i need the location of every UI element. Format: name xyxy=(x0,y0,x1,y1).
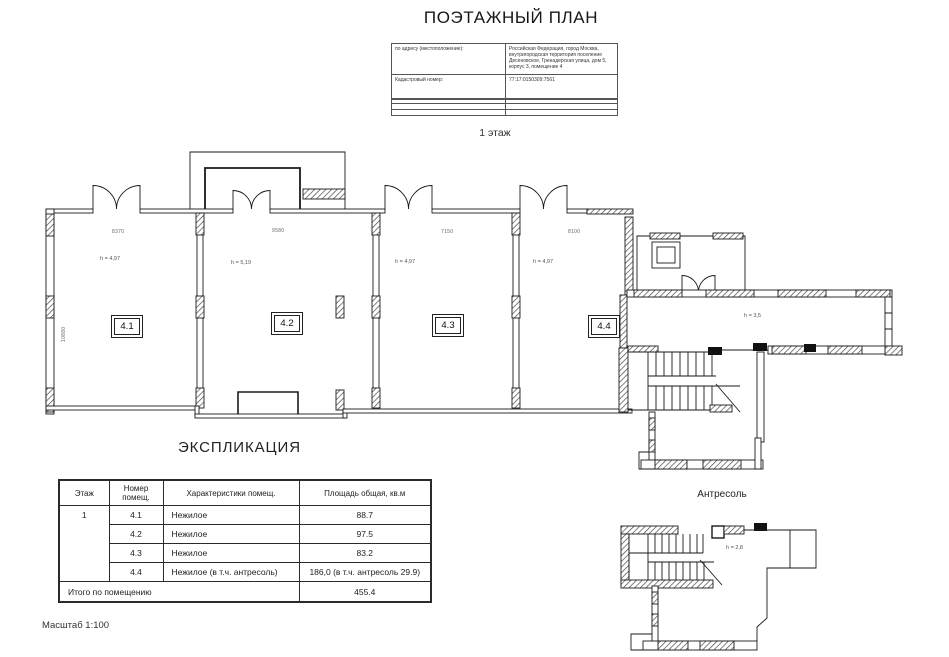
door-icon xyxy=(93,186,715,293)
info-table xyxy=(391,43,618,116)
dim-room-4-2: 9580 xyxy=(272,228,285,234)
page-title: ПОЭТАЖНЫЙ ПЛАН xyxy=(423,8,599,27)
height-corridor: h = 3,5 xyxy=(744,313,761,319)
total-label: Итого по помещению xyxy=(59,582,299,603)
room-label-4-4: 4.4 xyxy=(591,318,617,335)
scale-label: Масштаб 1:100 xyxy=(42,620,110,631)
staircase-floor1 xyxy=(619,346,740,412)
room-label-4-3: 4.3 xyxy=(435,317,461,334)
explication-header-row xyxy=(59,480,431,506)
table-row: 4.3 Нежилое 83.2 xyxy=(59,544,431,563)
partitions xyxy=(196,213,520,410)
height-room-4-3: h = 4,97 xyxy=(395,259,416,265)
height-room-4-2: h = 5,19 xyxy=(231,260,252,266)
dim-left-wall: 10880 xyxy=(61,326,67,342)
col-room-number: Номер помещ. xyxy=(109,480,163,506)
stage-protrusion xyxy=(238,392,298,414)
address-label: по адресу (местоположение): xyxy=(392,44,506,75)
mezzanine-title: Антресоль xyxy=(697,489,747,500)
address-value: Российская Федерация, город Москва, внутригородская территория поселение Десеновское, Гренадерская улица, дом 5, корпус 3, помещение 4 xyxy=(506,44,618,75)
col-characteristics: Характеристики помещ. xyxy=(163,480,299,506)
room-label-4-1: 4.1 xyxy=(114,318,140,335)
height-mezzanine: h = 2,8 xyxy=(726,545,743,551)
dim-room-4-1: 8370 xyxy=(112,229,125,235)
dim-room-4-4: 8100 xyxy=(568,229,581,235)
vestibule xyxy=(190,152,345,209)
cadastral-value: 77:17:0150309:7561 xyxy=(506,75,618,100)
total-row xyxy=(59,582,431,603)
lower-room-floor1 xyxy=(639,352,764,469)
cell-floor: 1 xyxy=(59,506,109,582)
mezzanine-plan xyxy=(621,523,816,650)
dim-room-4-3: 7150 xyxy=(441,229,454,235)
height-room-4-4: h = 4,97 xyxy=(533,259,554,265)
cadastral-label: Кадастровый номер: xyxy=(392,75,506,100)
total-value: 455.4 xyxy=(299,582,431,603)
col-floor: Этаж xyxy=(59,480,109,506)
room-label-4-2: 4.2 xyxy=(274,315,300,332)
corridor xyxy=(627,290,902,355)
explication-title: ЭКСПЛИКАЦИЯ xyxy=(178,439,301,456)
height-room-4-1: h = 4,97 xyxy=(100,256,121,262)
table-row: 4.2 Нежилое 97.5 xyxy=(59,525,431,544)
explication-table xyxy=(58,479,432,603)
floor-label: 1 этаж xyxy=(479,127,511,139)
table-row: 1 4.1 Нежилое 88.7 xyxy=(59,506,431,525)
table-row: 4.4 Нежилое (в т.ч. антресоль) 186,0 (в т.ч. антресоль 29.9) xyxy=(59,563,431,582)
shaft-room xyxy=(637,233,745,292)
col-area: Площадь общая, кв.м xyxy=(299,480,431,506)
